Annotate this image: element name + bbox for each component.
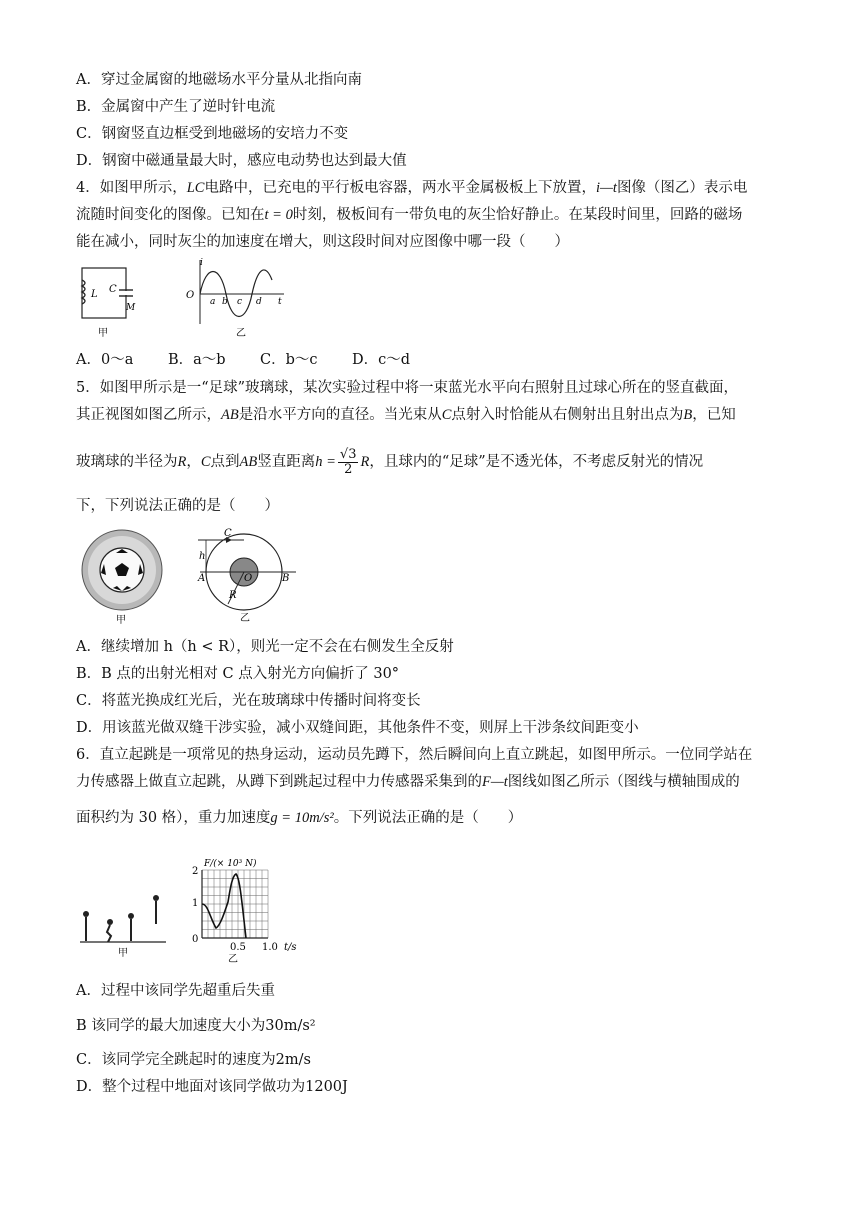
- q4-stem-line1: 4．如图甲所示，LC电路中，已充电的平行板电容器，两水平金属极板上下放置，i—t图像（图乙）表示电: [76, 180, 748, 196]
- q4-stem-line3: 能在减小，同时灰尘的加速度在增大，则这段时间对应图像中哪一段（ ）: [76, 234, 569, 250]
- q5-stem-line3: 玻璃球的半径为R，C点到AB竖直距离h = $\frac{√3}{2}$ R，且球内的“足球”是不透光体，不考虑反射光的情况: [76, 446, 704, 477]
- q5-stem-line4: 下，下列说法正确的是（ ）: [76, 498, 279, 514]
- q5-yi-label-h: h: [199, 551, 206, 562]
- q3-option-d: D．钢窗中磁通量最大时，感应电动势也达到最大值: [76, 153, 407, 169]
- q6-jia-caption: 甲: [118, 948, 128, 958]
- q5-option-d: D．用该蓝光做双缝干涉实验，减小双缝间距，其他条件不变，则屏上干涉条纹间距变小: [76, 720, 639, 736]
- q5-yi-caption: 乙: [240, 613, 250, 624]
- q6-stem-line3: 面积约为 30 格），重力加速度g = 10m/s²。下列说法正确的是（ ）: [76, 810, 523, 826]
- q4-yi-d: d: [256, 297, 262, 307]
- q6-option-a: A．过程中该同学先超重后失重: [76, 983, 275, 999]
- q6-yi-tick-1: 1: [192, 898, 199, 909]
- q6-option-b: B 该同学的最大加速度大小为30m/s²: [76, 1018, 316, 1034]
- q4-option-c: C．b～c: [260, 352, 318, 368]
- q6-yi-ylabel: F/(× 10³ N): [204, 859, 257, 869]
- q4-yi-t: t: [278, 297, 282, 307]
- q5-jia-caption: 甲: [116, 615, 126, 626]
- q6-yi-caption: 乙: [228, 954, 238, 964]
- q5-stem-line2: 其正视图如图乙所示，AB是沿水平方向的直径。当光束从C点射入时恰能从右侧射出且射出点为B，已知: [76, 407, 736, 423]
- q6-stem-line1: 6．直立起跳是一项常见的热身运动，运动员先蹲下，然后瞬间向上直立跳起，如图甲所示。一位同学站在: [76, 747, 753, 763]
- q4-stem-line2: 流随时间变化的图像。已知在t = 0时刻，极板间有一带负电的灰尘恰好静止。在某段时间里，回路的磁场: [76, 207, 743, 223]
- q5-option-b: B．B 点的出射光相对 C 点入射光方向偏折了 30°: [76, 666, 400, 682]
- q4-jia-label-c: C: [109, 284, 117, 295]
- q5-yi-label-c: C: [224, 528, 232, 539]
- q4-yi-b: b: [222, 297, 228, 307]
- q4-yi-origin: O: [186, 290, 195, 301]
- q5-yi-label-o: O: [244, 573, 253, 584]
- q5-yi-label-r: R: [229, 590, 237, 601]
- q4-yi-a: a: [210, 297, 216, 307]
- q6-figure-jia-jump-sequence: [76, 890, 168, 958]
- q4-jia-label-l: L: [91, 289, 98, 300]
- q6-stem-line2: 力传感器上做直立起跳，从蹲下到跳起过程中力传感器采集到的F—t图线如图乙所示（图线与横轴围成的: [76, 774, 740, 790]
- q5-fraction: $\frac{√3}{2}$: [339, 446, 357, 477]
- q4-yi-caption: 乙: [236, 328, 246, 339]
- q4-option-b: B．a～b: [168, 352, 226, 368]
- q6-option-c: C．该同学完全跳起时的速度为2m/s: [76, 1052, 311, 1068]
- q4-figure-jia-lc-circuit: [76, 262, 156, 340]
- q4-figure-yi-it-graph: [180, 256, 290, 340]
- q5-figure-jia-glass-ball: [80, 528, 166, 626]
- q4-option-a: A．0～a: [76, 352, 134, 368]
- q6-figure-yi-ft-graph: [188, 856, 312, 964]
- q6-option-d: D．整个过程中地面对该同学做功为1200J: [76, 1079, 348, 1095]
- q6-yi-tick-0: 0: [192, 934, 199, 945]
- q4-yi-axis-i: i: [200, 258, 203, 268]
- q4-jia-label-m: M: [126, 303, 136, 313]
- q5-option-c: C．将蓝光换成红光后，光在玻璃球中传播时间将变长: [76, 693, 421, 709]
- q5-yi-label-b: B: [282, 573, 290, 584]
- q4-yi-c: c: [237, 297, 243, 307]
- q6-yi-tick-2: 2: [192, 866, 199, 877]
- q5-figure-yi-cross-section: [192, 526, 302, 626]
- q4-option-d: D．c～d: [352, 352, 411, 368]
- q5-yi-label-a: A: [198, 573, 206, 584]
- q3-option-b: B．金属窗中产生了逆时针电流: [76, 99, 276, 115]
- q4-options: [76, 350, 410, 370]
- q5-stem-line1: 5．如图甲所示是一“足球”玻璃球，某次实验过程中将一束蓝光水平向右照射且过球心所在的竖直截面，: [76, 380, 739, 396]
- q6-yi-xunit: t/s: [284, 942, 297, 953]
- q6-yi-tick-05: 0.5: [230, 942, 246, 953]
- q6-ft-grid: [202, 870, 268, 938]
- q4-jia-caption: 甲: [98, 328, 108, 339]
- q3-option-c: C．钢窗竖直边框受到地磁场的安培力不变: [76, 126, 349, 142]
- q5-option-a: A．继续增加 h（h < R），则光一定不会在右侧发生全反射: [76, 639, 454, 655]
- q3-option-a: A．穿过金属窗的地磁场水平分量从北指向南: [76, 72, 362, 88]
- q6-yi-tick-10: 1.0: [262, 942, 278, 953]
